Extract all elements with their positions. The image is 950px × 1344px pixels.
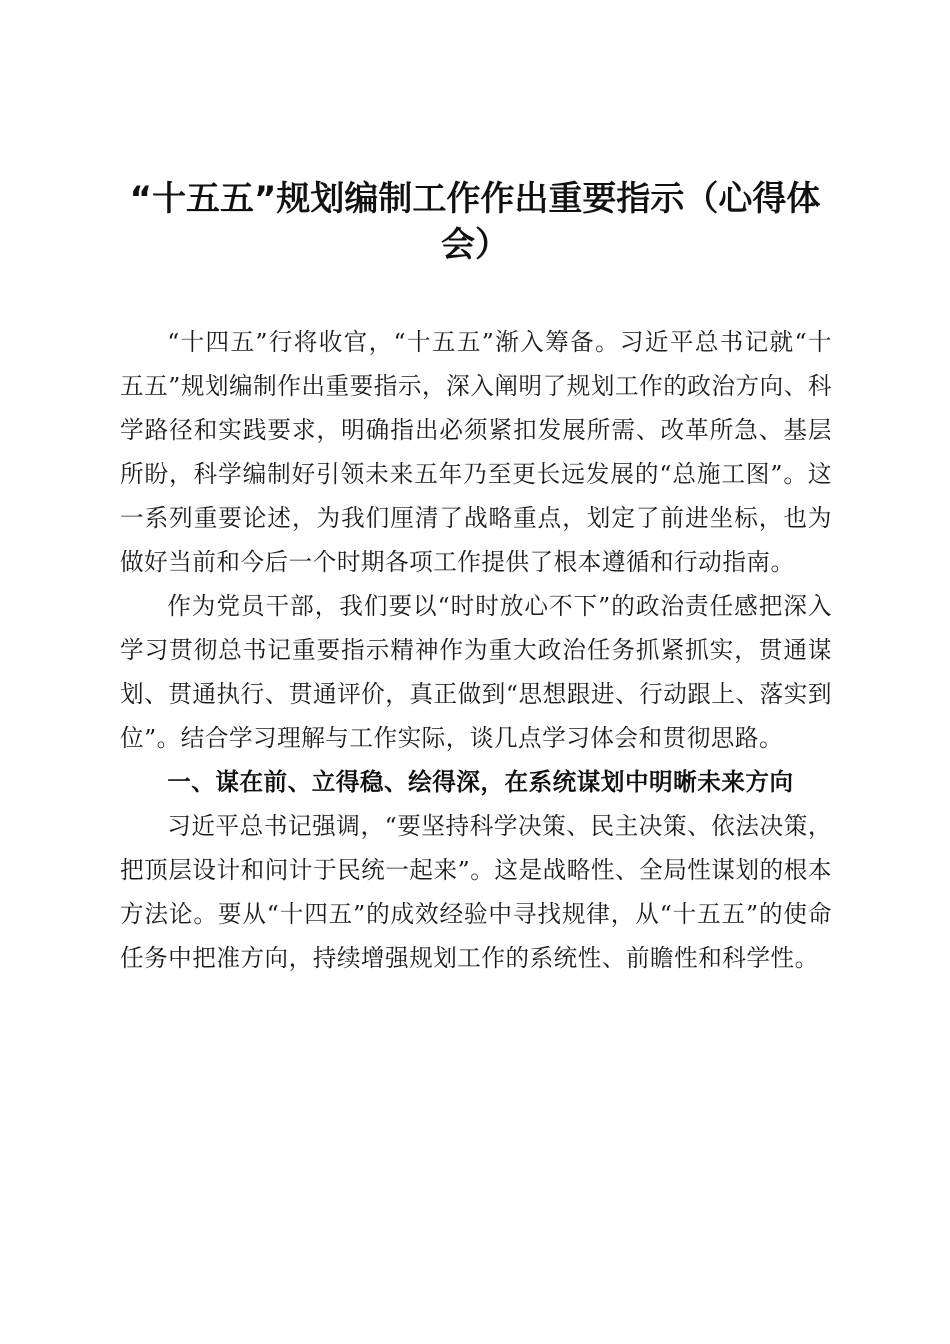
- section-heading-1: 一、谋在前、立得稳、绘得深，在系统谋划中明晰未来方向: [167, 768, 794, 796]
- paragraph-intro: “十四五”行将收官，“十五五”渐入筹备。习近平总书记就“十五五”规划编制作出重要指示，深入阐明了规划工作的政治方向、科学路径和实践要求，明确指出必须紧扣发展所需、改革所急、基层所盼，科学编制好引领未来五年乃至更长远发展的“总施工图”。这一系列重要论述，为我们厘清了战略重点，划定了前进坐标，也为做好当前和今后一个时期各项工作提供了根本遵循和行动指南。: [120, 328, 832, 576]
- paragraph-commitment: 作为党员干部，我们要以“时时放心不下”的政治责任感把深入学习贯彻总书记重要指示精神作为重大政治任务抓紧抓实，贯通谋划、贯通执行、贯通评价，真正做到“思想跟进、行动跟上、落实到位”。结合学习理解与工作实际，谈几点学习体会和贯彻思路。: [120, 592, 832, 752]
- section-1-paragraph: 习近平总书记强调，“要坚持科学决策、民主决策、依法决策，把顶层设计和问计于民统一起来”。这是战略性、全局性谋划的根本方法论。要从“十四五”的成效经验中寻找规律，从“十五五”的使命任务中把准方向，持续增强规划工作的系统性、前瞻性和科学性。: [120, 812, 832, 972]
- document-body: [120, 320, 832, 980]
- document-title: “十五五”规划编制工作作出重要指示（心得体会）: [129, 179, 821, 265]
